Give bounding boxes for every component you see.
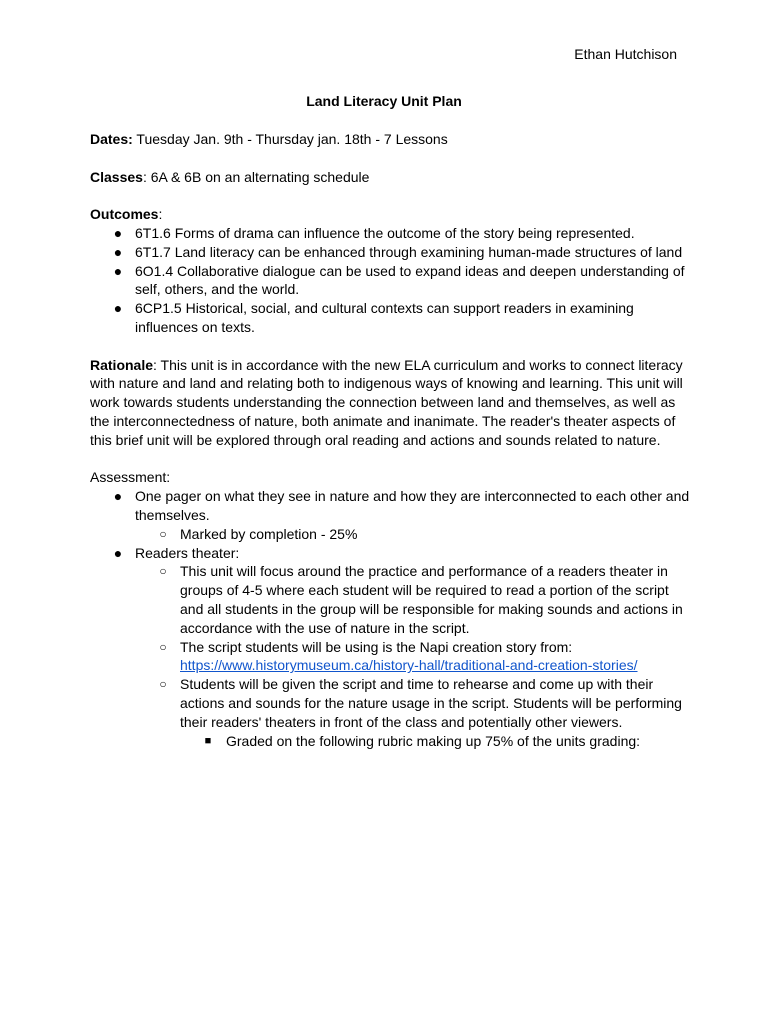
script-intro: The script students will be using is the Napi creation story from: (180, 638, 573, 655)
readers-theater-focus: This unit will focus around the practice and performance of a readers theater in groups of 4-5 where each student will be required to read a portion of the script and all students in the group will be responsible for making sounds and actions in accordance with the use of nature in the script. (180, 563, 683, 636)
document-title: Land Literacy Unit Plan (306, 93, 462, 109)
list-item (90, 562, 690, 637)
hollow-bullet-icon: ○ (159, 564, 167, 579)
classes-value: : 6A & 6B on an alternating schedule (142, 168, 370, 185)
bullet-icon: ● (113, 262, 123, 279)
script-link[interactable]: https://www.historymuseum.ca/history-hall/traditional-and-creation-stories/ (180, 657, 638, 674)
assessment-heading: Assessment: (90, 469, 171, 486)
outcomes-list (90, 224, 690, 337)
assessment-list (90, 487, 690, 750)
list-item (90, 544, 690, 563)
bullet-icon: ● (113, 300, 123, 317)
rehearse-text: Students will be given the script and time to rehearse and come up with their actions and sounds for the nature usage in the script. Students will be performing their readers' theaters in front of the class and potentially other viewers. (180, 676, 682, 730)
rationale-label: Rationale (90, 356, 154, 373)
document-body (90, 130, 690, 750)
one-pager-marking: Marked by completion - 25% (180, 525, 358, 542)
list-item (90, 224, 690, 243)
list-item (90, 243, 690, 262)
outcome-text: 6T1.7 Land literacy can be enhanced through examining human-made structures of land (135, 243, 683, 260)
list-item (90, 299, 690, 337)
rationale-text: : This unit is in accordance with the new ELA curriculum and works to connect literacy with nature and land and relating both to indigenous ways of knowing and learning. This unit will work towards students understanding the connection between land and themselves, as well as the interconnectedness of nature, both animate and inanimate. The reader's theater aspects of this brief unit will be explored through oral reading and actions and sounds related to nature. (90, 356, 683, 448)
graded-text: Graded on the following rubric making up 75% of the units grading: (226, 732, 641, 749)
outcomes-heading (90, 205, 690, 224)
list-item (90, 525, 690, 544)
bullet-icon: ● (113, 224, 123, 241)
one-pager-text: One pager on what they see in nature and how they are interconnected to each other and themselves. (135, 488, 690, 523)
list-item (90, 675, 690, 731)
rationale-paragraph (90, 356, 690, 450)
dates-value: Tuesday Jan. 9th - Thursday jan. 18th - 7 Lessons (132, 131, 448, 147)
outcome-text: 6CP1.5 Historical, social, and cultural contexts can support readers in examining influences on texts. (135, 300, 634, 335)
list-item (90, 732, 690, 751)
classes-label: Classes (90, 168, 143, 185)
classes-line (90, 168, 690, 187)
author-name: Ethan Hutchison (574, 46, 677, 62)
list-item (90, 638, 690, 676)
hollow-bullet-icon: ○ (159, 639, 167, 654)
bullet-icon: ● (113, 243, 123, 260)
outcome-text: 6T1.6 Forms of drama can influence the outcome of the story being represented. (135, 224, 635, 241)
outcomes-suffix: : (158, 206, 163, 223)
bullet-icon: ● (113, 544, 123, 561)
outcomes-label: Outcomes (90, 206, 159, 223)
list-item (90, 262, 690, 300)
hollow-bullet-icon: ○ (159, 526, 167, 541)
dates-label: Dates: (90, 131, 133, 147)
square-bullet-icon: ■ (204, 734, 212, 747)
bullet-icon: ● (113, 488, 123, 505)
dates-line (90, 130, 690, 149)
list-item (90, 487, 690, 525)
readers-theater-text: Readers theater: (135, 544, 240, 561)
outcome-text: 6O1.4 Collaborative dialogue can be used to expand ideas and deepen understanding of self, others, and the world. (135, 262, 685, 298)
hollow-bullet-icon: ○ (159, 677, 167, 692)
